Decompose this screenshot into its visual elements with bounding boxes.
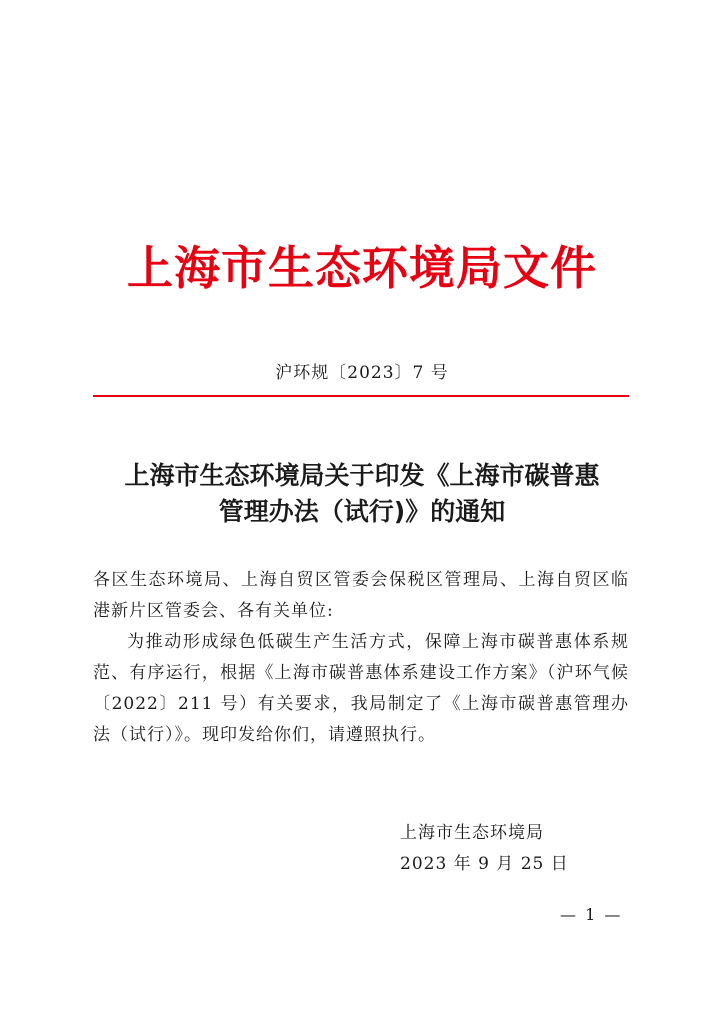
signature-block — [400, 818, 569, 880]
notice-body — [93, 565, 629, 751]
document-header-title: 上海市生态环境局文件 — [127, 241, 597, 295]
issue-date: 2023 年 9 月 25 日 — [400, 854, 569, 874]
page-number: — 1 — — [560, 905, 623, 924]
issuing-organization: 上海市生态环境局 — [400, 823, 544, 843]
notice-title-line-2: 管理办法（试行)》的通知 — [218, 497, 506, 526]
red-separator-rule — [93, 395, 629, 397]
body-paragraph: 为推动形成绿色低碳生产生活方式，保障上海市碳普惠体系规范、有序运行，根据《上海市碳普惠体系建设工作方案》（沪环气候〔2022〕211 号）有关要求，我局制定了《上海市碳普惠管理办法（试行）》。现印发给你们，请遵照执行。 — [93, 632, 629, 745]
document-number: 沪环规〔2023〕7 号 — [275, 363, 449, 383]
recipients: 各区生态环境局、上海自贸区管委会保税区管理局、上海自贸区临港新片区管委会、各有关单位: — [93, 570, 629, 621]
notice-title-line-1: 上海市生态环境局关于印发《上海市碳普惠 — [124, 461, 600, 490]
notice-title — [0, 458, 724, 530]
